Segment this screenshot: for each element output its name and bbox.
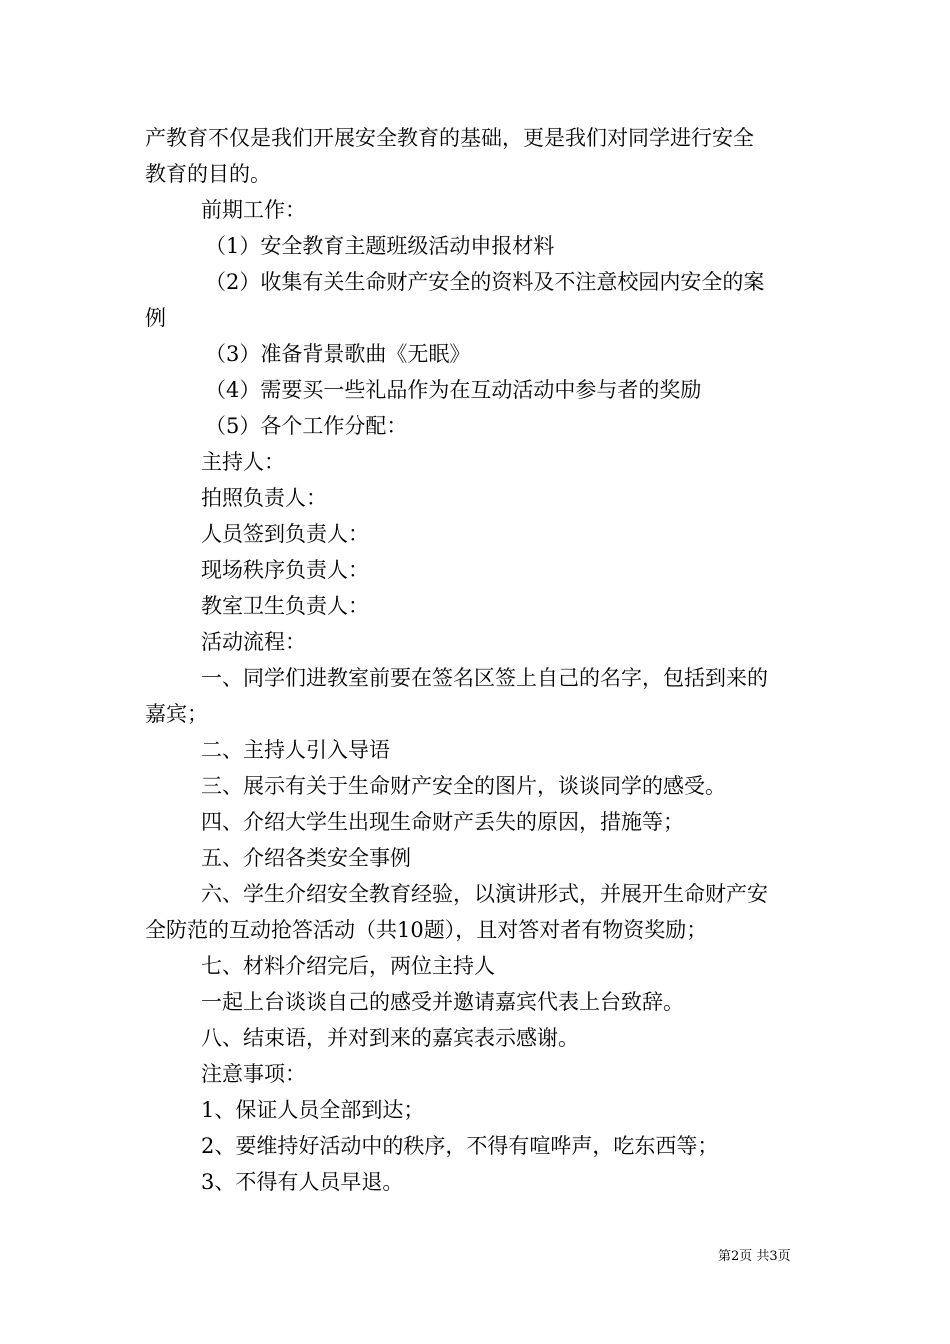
role-line: 主持人： [201, 450, 285, 474]
list-item: （3）准备背景歌曲《无眠》 [205, 342, 471, 366]
process-step: 六、学生介绍安全教育经验，以演讲形式，并展开生命财产安 [201, 882, 768, 906]
role-line: 现场秩序负责人： [201, 558, 369, 582]
process-step: 三、展示有关于生命财产安全的图片，谈谈同学的感受。 [201, 774, 726, 798]
role-line: 人员签到负责人： [201, 522, 369, 546]
role-line: 拍照负责人： [201, 486, 327, 510]
section-heading: 注意事项： [201, 1062, 306, 1086]
list-item: （2）收集有关生命财产安全的资料及不注意校园内安全的案 [205, 270, 765, 294]
list-item: （4）需要买一些礼品作为在互动活动中参与者的奖励 [205, 378, 702, 402]
notice-item: 1、保证人员全部到达； [201, 1098, 425, 1122]
document-body [145, 120, 807, 1200]
page-number: 第2页 共3页 [718, 1249, 791, 1264]
process-step: 八、结束语，并对到来的嘉宾表示感谢。 [201, 1026, 579, 1050]
section-heading: 前期工作： [201, 198, 306, 222]
notice-item: 3、不得有人员早退。 [201, 1170, 404, 1194]
process-step: 一、同学们进教室前要在签名区签上自己的名字，包括到来的 [201, 666, 768, 690]
notice-item: 2、要维持好活动中的秩序，不得有喧哗声，吃东西等； [201, 1134, 719, 1158]
section-heading: 活动流程： [201, 630, 306, 654]
paragraph-line: 产教育不仅是我们开展安全教育的基础，更是我们对同学进行安全 [145, 126, 754, 150]
process-step: 五、介绍各类安全事例 [201, 846, 411, 870]
paragraph-line: 教育的目的。 [145, 162, 271, 186]
process-step-continuation: 一起上台谈谈自己的感受并邀请嘉宾代表上台致辞。 [201, 990, 684, 1014]
process-step: 七、材料介绍完后，两位主持人 [201, 954, 495, 978]
list-item: （1）安全教育主题班级活动申报材料 [205, 234, 555, 258]
list-item-continuation: 例 [145, 306, 166, 330]
process-step-continuation: 全防范的互动抢答活动（共10题），且对答对者有物资奖励； [145, 918, 708, 942]
process-step: 四、介绍大学生出现生命财产丢失的原因，措施等； [201, 810, 684, 834]
list-item: （5）各个工作分配： [205, 414, 408, 438]
process-step: 二、主持人引入导语 [201, 738, 390, 762]
role-line: 教室卫生负责人： [201, 594, 369, 618]
process-step-continuation: 嘉宾； [145, 702, 208, 726]
